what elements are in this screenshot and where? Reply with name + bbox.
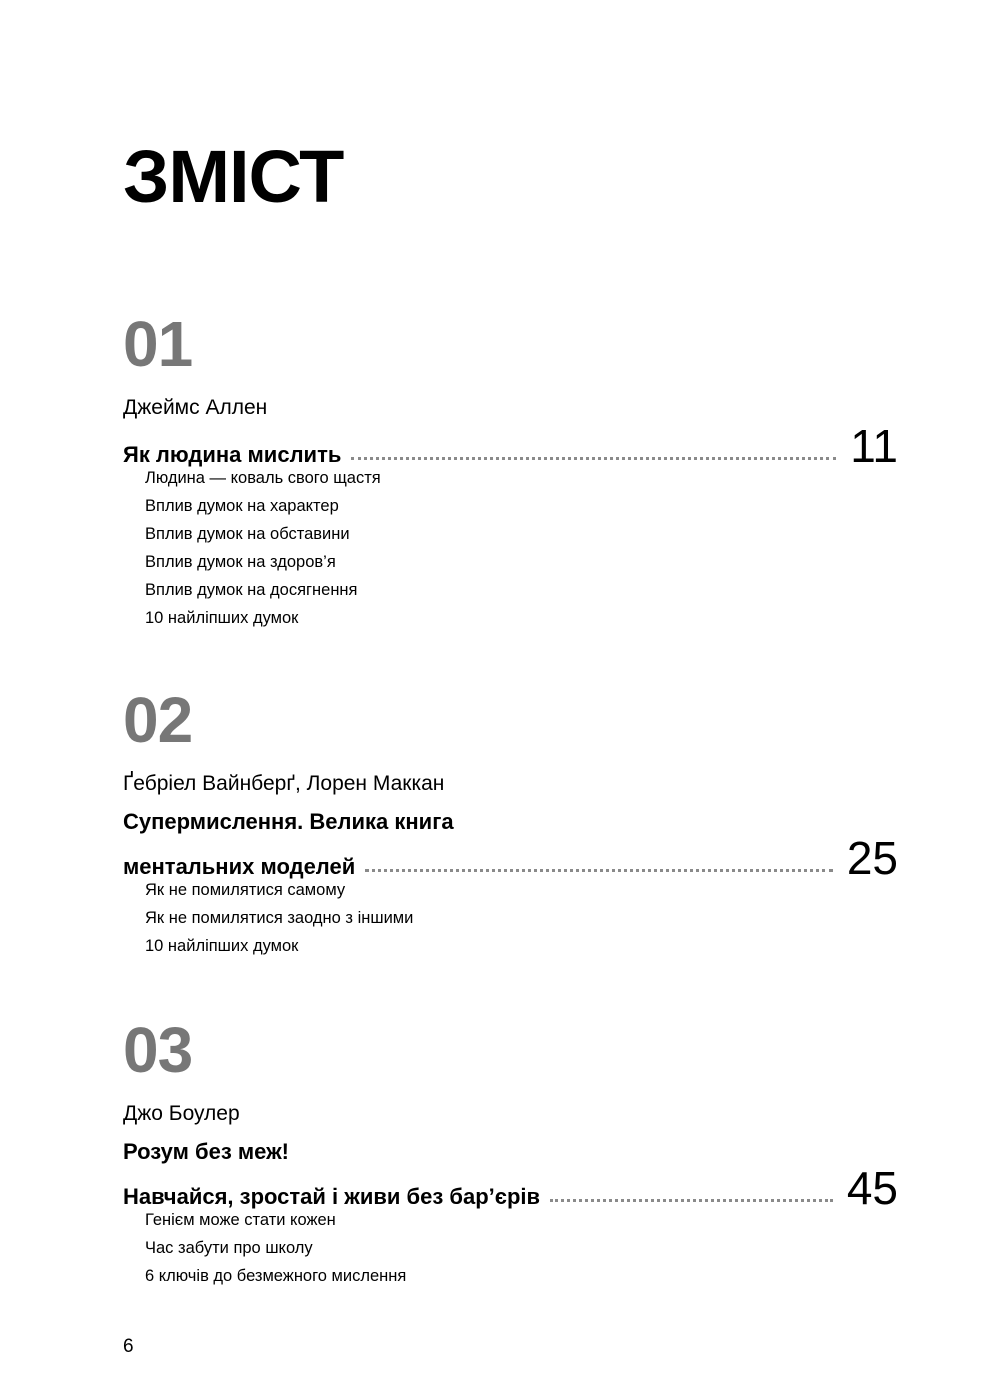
subsection-item: Вплив думок на здоров’я [145, 553, 336, 571]
dot-leader [351, 457, 836, 460]
section-author: Ґебріел Вайнберґ, Лорен Маккан [123, 772, 445, 795]
section-page-number: 11 [850, 420, 898, 472]
subsection-item: Вплив думок на характер [145, 497, 339, 515]
section-title: Як людина мислить [123, 442, 342, 467]
toc-section-02 [123, 684, 898, 960]
section-page-number: 25 [846, 832, 898, 884]
subsection-item: 10 найліпших думок [145, 609, 299, 627]
section-number: 01 [123, 308, 193, 380]
section-author: Джо Боулер [123, 1102, 240, 1125]
subsection-item: Вплив думок на досягнення [145, 581, 358, 599]
toc-section-01 [123, 308, 898, 632]
section-number: 02 [123, 684, 193, 756]
section-title-block [123, 1134, 898, 1214]
dot-leader [365, 869, 833, 872]
toc-entry-row[interactable] [123, 832, 898, 884]
section-title-line: Розум без меж! [123, 1139, 290, 1164]
subsection-item: 10 найліпших думок [145, 937, 299, 955]
section-title-block [123, 420, 898, 472]
subsection-item: Генієм може стати кожен [145, 1211, 336, 1229]
subsection-item: Як не помилятися самому [145, 881, 346, 899]
subsection-item: 6 ключів до безмежного мислення [145, 1267, 407, 1285]
toc-entry-row[interactable] [123, 420, 898, 472]
section-title-block [123, 804, 898, 884]
dot-leader [550, 1199, 833, 1202]
page-number: 6 [123, 1336, 134, 1357]
subsection-item: Людина — коваль свого щастя [145, 469, 381, 487]
toc-section-03 [123, 1014, 898, 1290]
section-author: Джеймс Аллен [123, 396, 268, 419]
subsection-list [123, 876, 898, 960]
subsection-list [123, 1206, 898, 1290]
subsection-item: Вплив думок на обставини [145, 525, 350, 543]
section-title: Навчайся, зростай і живи без бар’єрів [123, 1184, 541, 1209]
page-title: ЗМІСТ [123, 135, 344, 218]
section-title-line: Супермислення. Велика книга [123, 809, 454, 834]
section-title: ментальних моделей [123, 854, 356, 879]
section-page-number: 45 [846, 1162, 898, 1214]
subsection-item: Час забути про школу [145, 1239, 313, 1257]
subsection-list [123, 464, 898, 632]
subsection-item: Як не помилятися заодно з іншими [145, 909, 414, 927]
section-number: 03 [123, 1014, 193, 1086]
toc-entry-row[interactable] [123, 1162, 898, 1214]
